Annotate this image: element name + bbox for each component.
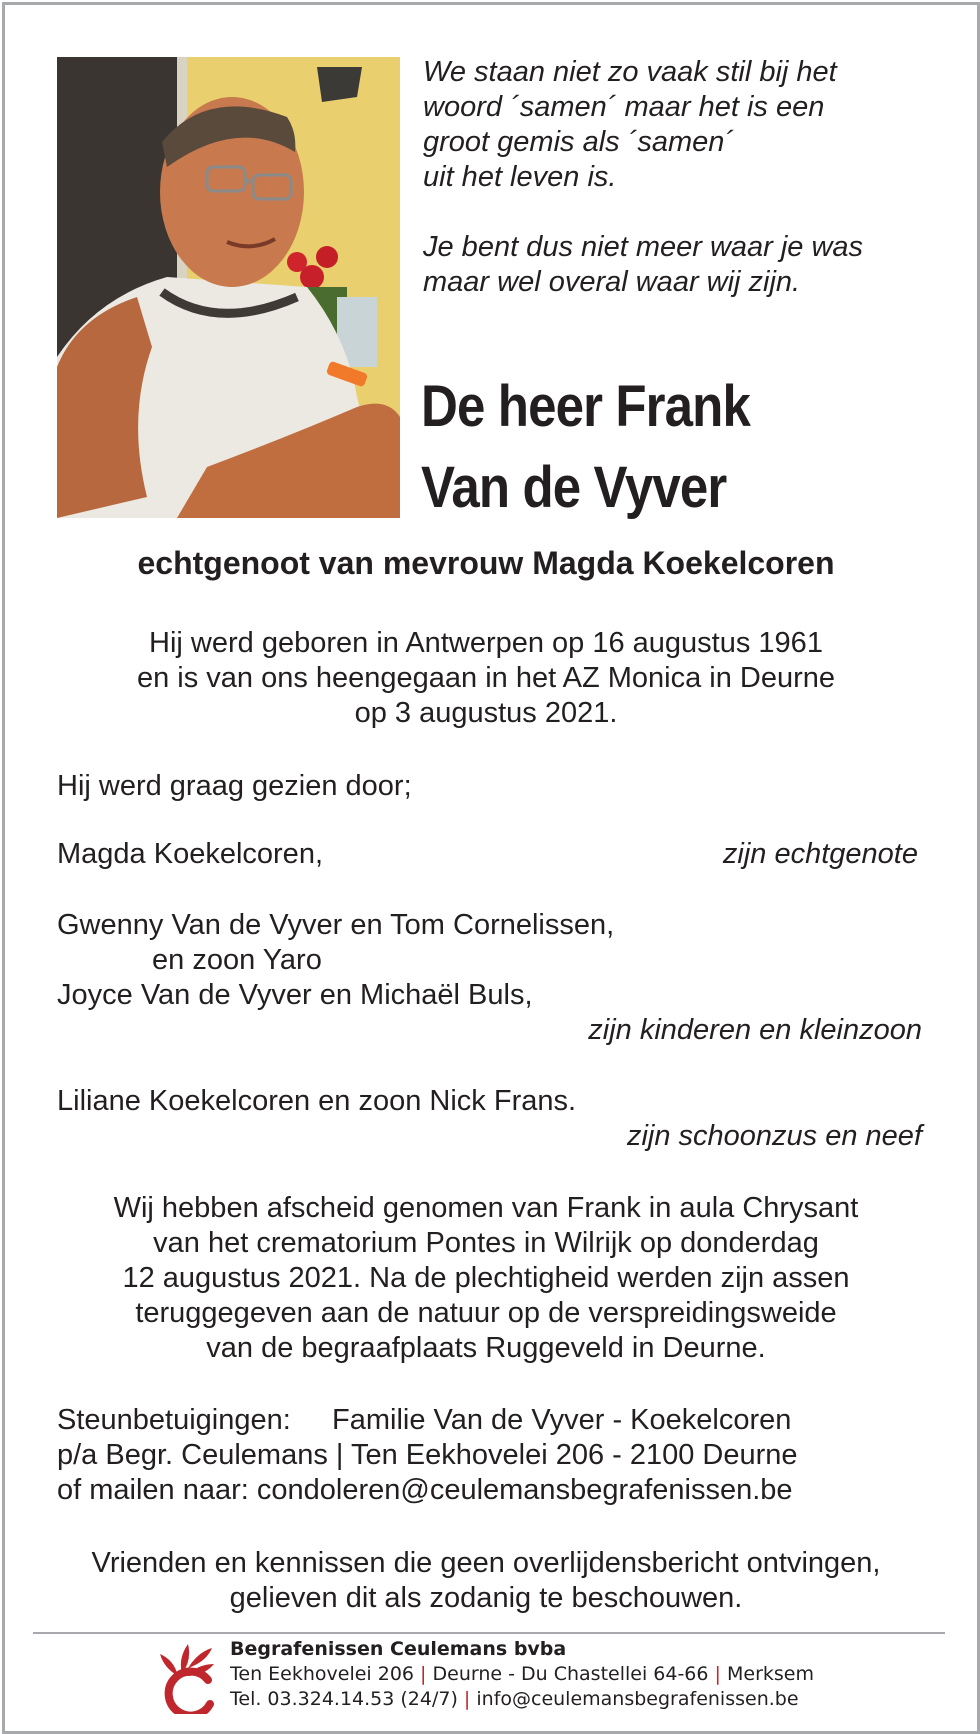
- footer-separator: |: [463, 1688, 471, 1710]
- farewell-line-4: teruggegeven aan de natuur op de verspreidingsweide: [135, 1297, 837, 1329]
- in-law: Liliane Koekelcoren en zoon Nick Frans.: [57, 1085, 577, 1117]
- footer-address-a: Ten Eekhovelei 206: [230, 1663, 414, 1685]
- funeral-home-logo-icon: [158, 1638, 222, 1714]
- spouse-name: Magda Koekelcoren,: [57, 838, 323, 870]
- farewell-text: [0, 1191, 972, 1366]
- condolences-label: Steunbetuigingen:: [57, 1404, 291, 1436]
- footer-address-c: Merksem: [726, 1663, 814, 1685]
- loved-intro: Hij werd graag gezien door;: [57, 770, 412, 802]
- footer: [230, 1637, 814, 1712]
- footer-divider: [33, 1632, 945, 1634]
- spouse-role: zijn echtgenote: [722, 838, 918, 870]
- deceased-name-line-1: De heer Frank: [421, 374, 750, 439]
- footer-contact-line: [230, 1687, 814, 1712]
- farewell-line-2: van het crematorium Pontes in Wilrijk op donderdag: [153, 1227, 819, 1259]
- in-law-role: zijn schoonzus en neef: [626, 1120, 922, 1152]
- closing-line-1: Vrienden en kennissen die geen overlijdensbericht ontvingen,: [91, 1547, 881, 1579]
- portrait-photo: [57, 57, 400, 518]
- farewell-line-1: Wij hebben afscheid genomen van Frank in aula Chrysant: [113, 1192, 859, 1224]
- footer-phone[interactable]: Tel. 03.324.14.53 (24/7): [230, 1688, 458, 1710]
- birth-line-3: op 3 augustus 2021.: [354, 697, 618, 729]
- footer-address-b: Deurne - Du Chastellei 64-66: [432, 1663, 709, 1685]
- poem-stanza-2: Je bent dus niet meer waar je was maar wel overal waar wij zijn.: [423, 231, 864, 298]
- child-2: Joyce Van de Vyver en Michaël Buls,: [57, 979, 533, 1011]
- closing-line-2: gelieven dit als zodanig te beschouwen.: [229, 1582, 743, 1614]
- farewell-line-3: 12 augustus 2021. Na de plechtigheid werden zijn assen: [122, 1262, 850, 1294]
- condolences-email-line[interactable]: of mailen naar: condoleren@ceulemansbegrafenissen.be: [57, 1474, 793, 1506]
- birth-line-1: Hij werd geboren in Antwerpen op 16 augustus 1961: [149, 627, 823, 659]
- children-role: zijn kinderen en kleinzoon: [588, 1014, 922, 1046]
- farewell-line-5: van de begraafplaats Ruggeveld in Deurne.: [206, 1332, 766, 1364]
- closing-text: [0, 1546, 972, 1616]
- birth-death-text: [0, 626, 972, 731]
- child-1: Gwenny Van de Vyver en Tom Cornelissen,: [57, 909, 615, 941]
- condolences-address: p/a Begr. Ceulemans | Ten Eekhovelei 206 - 2100 Deurne: [57, 1439, 798, 1471]
- footer-email[interactable]: info@ceulemansbegrafenissen.be: [476, 1688, 799, 1710]
- deceased-name: [421, 366, 879, 528]
- poem: [423, 55, 923, 300]
- footer-separator: |: [420, 1663, 427, 1685]
- spouse-subtitle: echtgenoot van mevrouw Magda Koekelcoren: [137, 545, 835, 581]
- deceased-name-line-2: Van de Vyver: [421, 455, 727, 520]
- condolences-family-line: [57, 1403, 791, 1438]
- condolences-family: Familie Van de Vyver - Koekelcoren: [332, 1404, 792, 1436]
- poem-stanza-1: We staan niet zo vaak stil bij het woord ´samen´ maar het is een groot gemis als ´samen´ uit het leven is.: [423, 56, 837, 193]
- footer-separator: |: [714, 1663, 721, 1685]
- birth-line-2: en is van ons heengegaan in het AZ Monica in Deurne: [136, 662, 836, 694]
- firm-name: Begrafenissen Ceulemans bvba: [230, 1638, 567, 1660]
- footer-address-line: [230, 1662, 814, 1687]
- grandchild: en zoon Yaro: [152, 944, 322, 976]
